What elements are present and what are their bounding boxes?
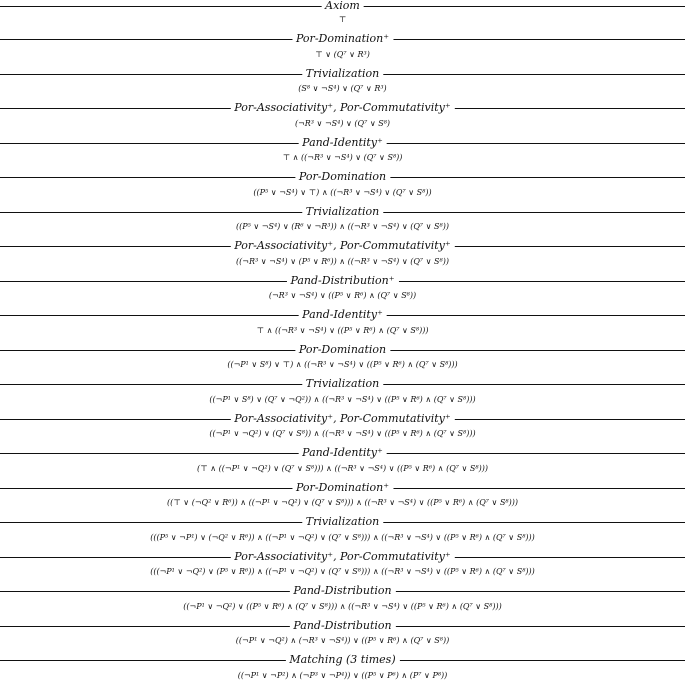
inference-rule — [0, 309, 685, 321]
derivation-formula: (¬R³ ∨ ¬S⁴) ∨ ((P⁵ ∨ R⁶) ∧ (Q⁷ ∨ S⁸)) — [268, 291, 417, 300]
derivation-formula: ((¬P¹ ∨ S⁸) ∨ ⊤) ∧ ((¬R³ ∨ ¬S⁴) ∨ ((P⁵ ∨ R⁶) ∧ (Q⁷ ∨ S⁸))) — [227, 360, 458, 369]
rule-label: Trivialization — [302, 516, 383, 528]
inference-rule — [0, 344, 685, 356]
inference-rule — [0, 551, 685, 563]
rule-label: Por-Domination — [295, 344, 390, 356]
inference-rule — [0, 620, 685, 632]
derivation-formula: ((¬P¹ ∨ S⁸) ∨ (Q⁷ ∨ ¬Q²)) ∧ ((¬R³ ∨ ¬S⁴) ∨ ((P⁵ ∨ R⁶) ∧ (Q⁷ ∨ S⁸))) — [209, 394, 476, 404]
inference-rule — [0, 68, 685, 80]
inference-rule — [0, 447, 685, 459]
rule-label: Trivialization — [302, 68, 383, 80]
rule-label: Pand-Identity⁺ — [298, 137, 387, 149]
derivation-formula: (¬R³ ∨ ¬S⁴) ∨ (Q⁷ ∨ S⁸) — [294, 118, 391, 128]
derivation-formula: ((¬P¹ ∨ ¬Q²) ∨ (Q⁷ ∨ S⁸)) ∧ ((¬R³ ∨ ¬S⁴) ∨ ((P⁵ ∨ R⁶) ∧ (Q⁷ ∨ S⁸))) — [209, 429, 476, 438]
derivation-formula: ⊤ ∧ ((¬R³ ∨ ¬S⁴) ∨ (Q⁷ ∨ S⁸)) — [282, 153, 403, 162]
inference-rule — [0, 654, 685, 666]
inference-rule — [0, 482, 685, 494]
derivation-formula: ⊤ ∧ ((¬R³ ∨ ¬S⁴) ∨ ((P⁵ ∨ R⁶) ∧ (Q⁷ ∨ S⁸))) — [256, 325, 429, 335]
rule-label: Por-Associativity⁺, Por-Commutativity⁺ — [230, 413, 454, 425]
derivation-formula: (((¬P¹ ∨ ¬Q²) ∨ (P⁵ ∨ R⁶)) ∧ ((¬P¹ ∨ ¬Q²) ∨ (Q⁷ ∨ S⁸))) ∧ ((¬R³ ∨ ¬S⁴) ∨ ((P⁵ ∨ R⁶) ∧ (Q⁷ ∨ S⁸))) — [150, 567, 535, 576]
rule-label: Pand-Distribution⁺ — [286, 275, 398, 287]
inference-rule — [0, 171, 685, 183]
derivation-formula: (S⁸ ∨ ¬S⁴) ∨ (Q⁷ ∨ R³) — [298, 84, 387, 93]
axiom-rule — [0, 0, 685, 12]
rule-label: Pand-Distribution — [289, 620, 395, 632]
inference-rule — [0, 378, 685, 390]
derivation-formula: ((P⁵ ∨ ¬S⁴) ∨ ⊤) ∧ ((¬R³ ∨ ¬S⁴) ∨ (Q⁷ ∨ S⁸)) — [253, 187, 432, 197]
rule-label: Por-Associativity⁺, Por-Commutativity⁺ — [230, 551, 454, 563]
inference-rule — [0, 413, 685, 425]
derivation-formula: ((¬R³ ∨ ¬S⁴) ∨ (P⁵ ∨ R⁶)) ∧ ((¬R³ ∨ ¬S⁴) ∨ (Q⁷ ∨ S⁸)) — [236, 256, 449, 266]
derivation-formula: (((P⁵ ∨ ¬P¹) ∨ (¬Q² ∨ R⁶)) ∧ ((¬P¹ ∨ ¬Q²) ∨ (Q⁷ ∨ S⁸))) ∧ ((¬R³ ∨ ¬S⁴) ∨ ((P⁵ ∨ R⁶) ∧ (Q⁷ ∨ S⁸))) — [150, 532, 535, 542]
inference-rule — [0, 137, 685, 149]
rule-label: Pand-Distribution — [289, 585, 395, 597]
derivation-formula: ((¬P¹ ∨ ¬Q²) ∨ ((P⁵ ∨ R⁶) ∧ (Q⁷ ∨ S⁸))) ∧ ((¬R³ ∨ ¬S⁴) ∨ ((P⁵ ∨ R⁶) ∧ (Q⁷ ∨ S⁸))) — [183, 601, 502, 611]
rule-label: Trivialization — [302, 206, 383, 218]
inference-rule — [0, 206, 685, 218]
derivation-formula: ⊤ — [338, 15, 347, 24]
inference-rule — [0, 102, 685, 114]
rule-label: Pand-Identity⁺ — [298, 447, 387, 459]
rule-label: Pand-Identity⁺ — [298, 309, 387, 321]
inference-rule — [0, 33, 685, 45]
rule-label: Matching (3 times) — [285, 654, 399, 666]
rule-label: Por-Associativity⁺, Por-Commutativity⁺ — [230, 240, 454, 252]
rule-label: Por-Associativity⁺, Por-Commutativity⁺ — [230, 102, 454, 114]
derivation-formula: ((P⁵ ∨ ¬S⁴) ∨ (R⁶ ∨ ¬R³)) ∧ ((¬R³ ∨ ¬S⁴) ∨ (Q⁷ ∨ S⁸)) — [236, 222, 449, 231]
derivation-formula: ((¬P¹ ∨ ¬P²) ∧ (¬P³ ∨ ¬P⁴)) ∨ ((P⁵ ∨ P⁶) ∧ (P⁷ ∨ P⁸)) — [237, 670, 448, 680]
inference-rule — [0, 275, 685, 287]
inference-rule — [0, 516, 685, 528]
axiom-label: Axiom — [321, 0, 364, 12]
derivation-formula: ⊤ ∨ (Q⁷ ∨ R³) — [315, 49, 370, 59]
derivation-formula: ((⊤ ∨ (¬Q² ∨ R⁶)) ∧ ((¬P¹ ∨ ¬Q²) ∨ (Q⁷ ∨ S⁸))) ∧ ((¬R³ ∨ ¬S⁴) ∨ ((P⁵ ∨ R⁶) ∧ (Q⁷ ∨ S⁸))) — [167, 498, 518, 507]
derivation-formula: ((¬P¹ ∨ ¬Q²) ∧ (¬R³ ∨ ¬S⁴)) ∨ ((P⁵ ∨ R⁶) ∧ (Q⁷ ∨ S⁸)) — [235, 636, 450, 645]
rule-label: Por-Domination⁺ — [292, 33, 393, 45]
rule-label: Trivialization — [302, 378, 383, 390]
derivation-formula: (⊤ ∧ ((¬P¹ ∨ ¬Q²) ∨ (Q⁷ ∨ S⁸))) ∧ ((¬R³ ∨ ¬S⁴) ∨ ((P⁵ ∨ R⁶) ∧ (Q⁷ ∨ S⁸))) — [197, 463, 488, 473]
rule-label: Por-Domination — [295, 171, 390, 183]
inference-rule — [0, 240, 685, 252]
rule-label: Por-Domination⁺ — [292, 482, 393, 494]
inference-rule — [0, 585, 685, 597]
